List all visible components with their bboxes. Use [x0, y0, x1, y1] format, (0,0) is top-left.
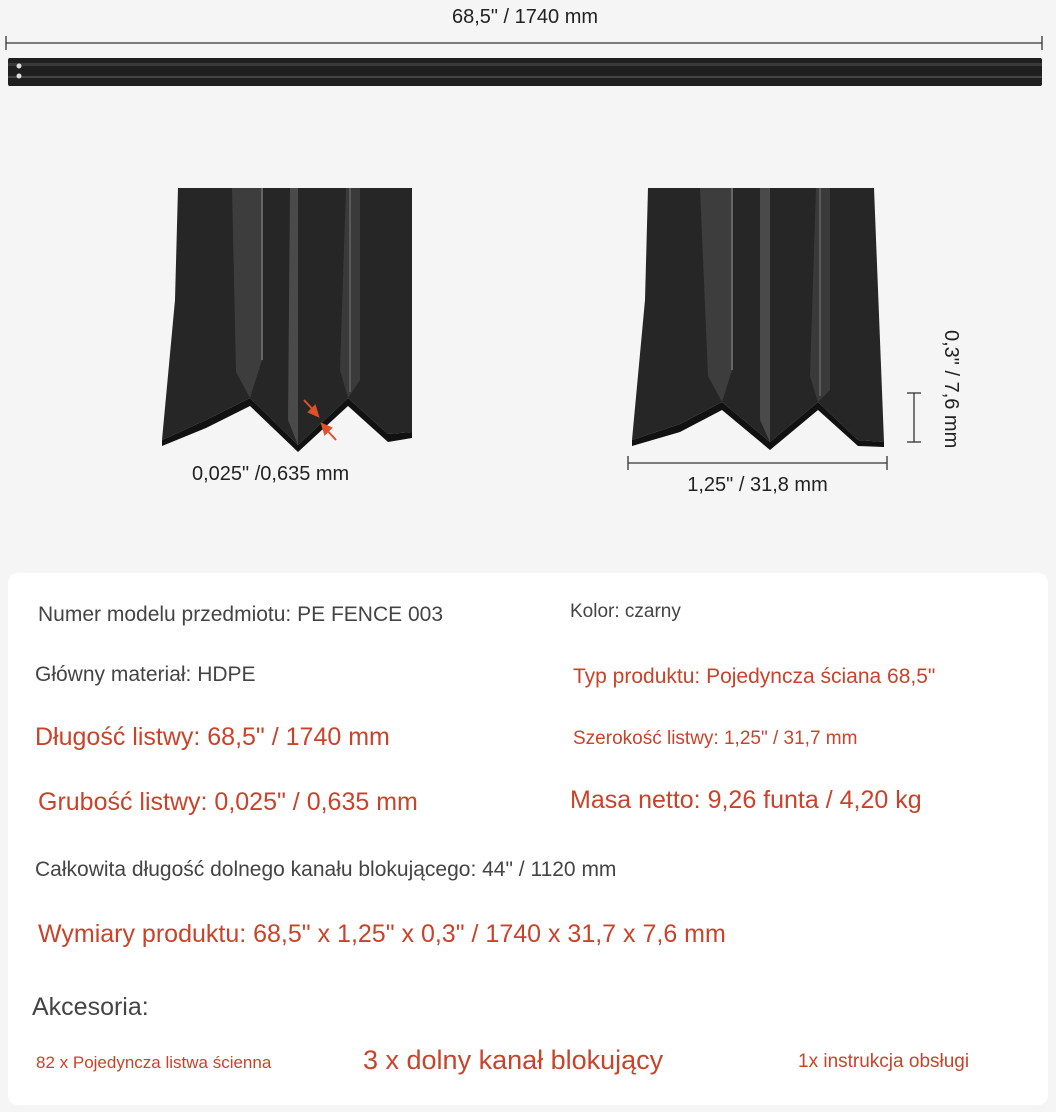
width-label: 1,25" / 31,8 mm [687, 474, 828, 496]
total-length-label: 68,5" / 1740 mm [451, 6, 599, 28]
left-profile [162, 188, 412, 452]
length-dimension-line [6, 36, 1042, 50]
accessory-item: 3 x dolny kanał blokujący [363, 1045, 664, 1075]
strip-thickness-spec: Grubość listwy: 0,025" / 0,635 mm [38, 788, 418, 816]
accessories-title: Akcesoria: [32, 993, 149, 1021]
accessory-item: 82 x Pojedyncza listwa ścienna [36, 1053, 272, 1072]
strip-width-spec: Szerokość listwy: 1,25" / 31,7 mm [573, 728, 858, 749]
material-spec: Główny materiał: HDPE [35, 663, 256, 686]
channel-length-spec: Całkowita długość dolnego kanału blokującego: 44" / 1120 mm [35, 858, 617, 881]
strip-length-spec: Długość listwy: 68,5" / 1740 mm [35, 723, 390, 751]
model-number: Numer modelu przedmiotu: PE FENCE 003 [38, 603, 443, 626]
height-label: 0,3" / 7,6 mm [940, 330, 962, 449]
spec-card [8, 573, 1048, 1105]
thickness-label: 0,025" /0,635 mm [192, 463, 350, 485]
long-strip [8, 58, 1042, 86]
right-profile [632, 188, 884, 450]
net-weight-spec: Masa netto: 9,26 funta / 4,20 kg [570, 786, 922, 814]
product-dimensions-spec: Wymiary produktu: 68,5" x 1,25" x 0,3" / 1740 x 31,7 x 7,6 mm [38, 920, 726, 948]
color-spec: Kolor: czarny [570, 601, 681, 622]
accessory-item: 1x instrukcja obsługi [798, 1051, 970, 1072]
product-type-spec: Typ produktu: Pojedyncza ściana 68,5" [573, 665, 936, 688]
height-dimension-line [907, 393, 921, 442]
width-dimension-line [628, 456, 887, 470]
